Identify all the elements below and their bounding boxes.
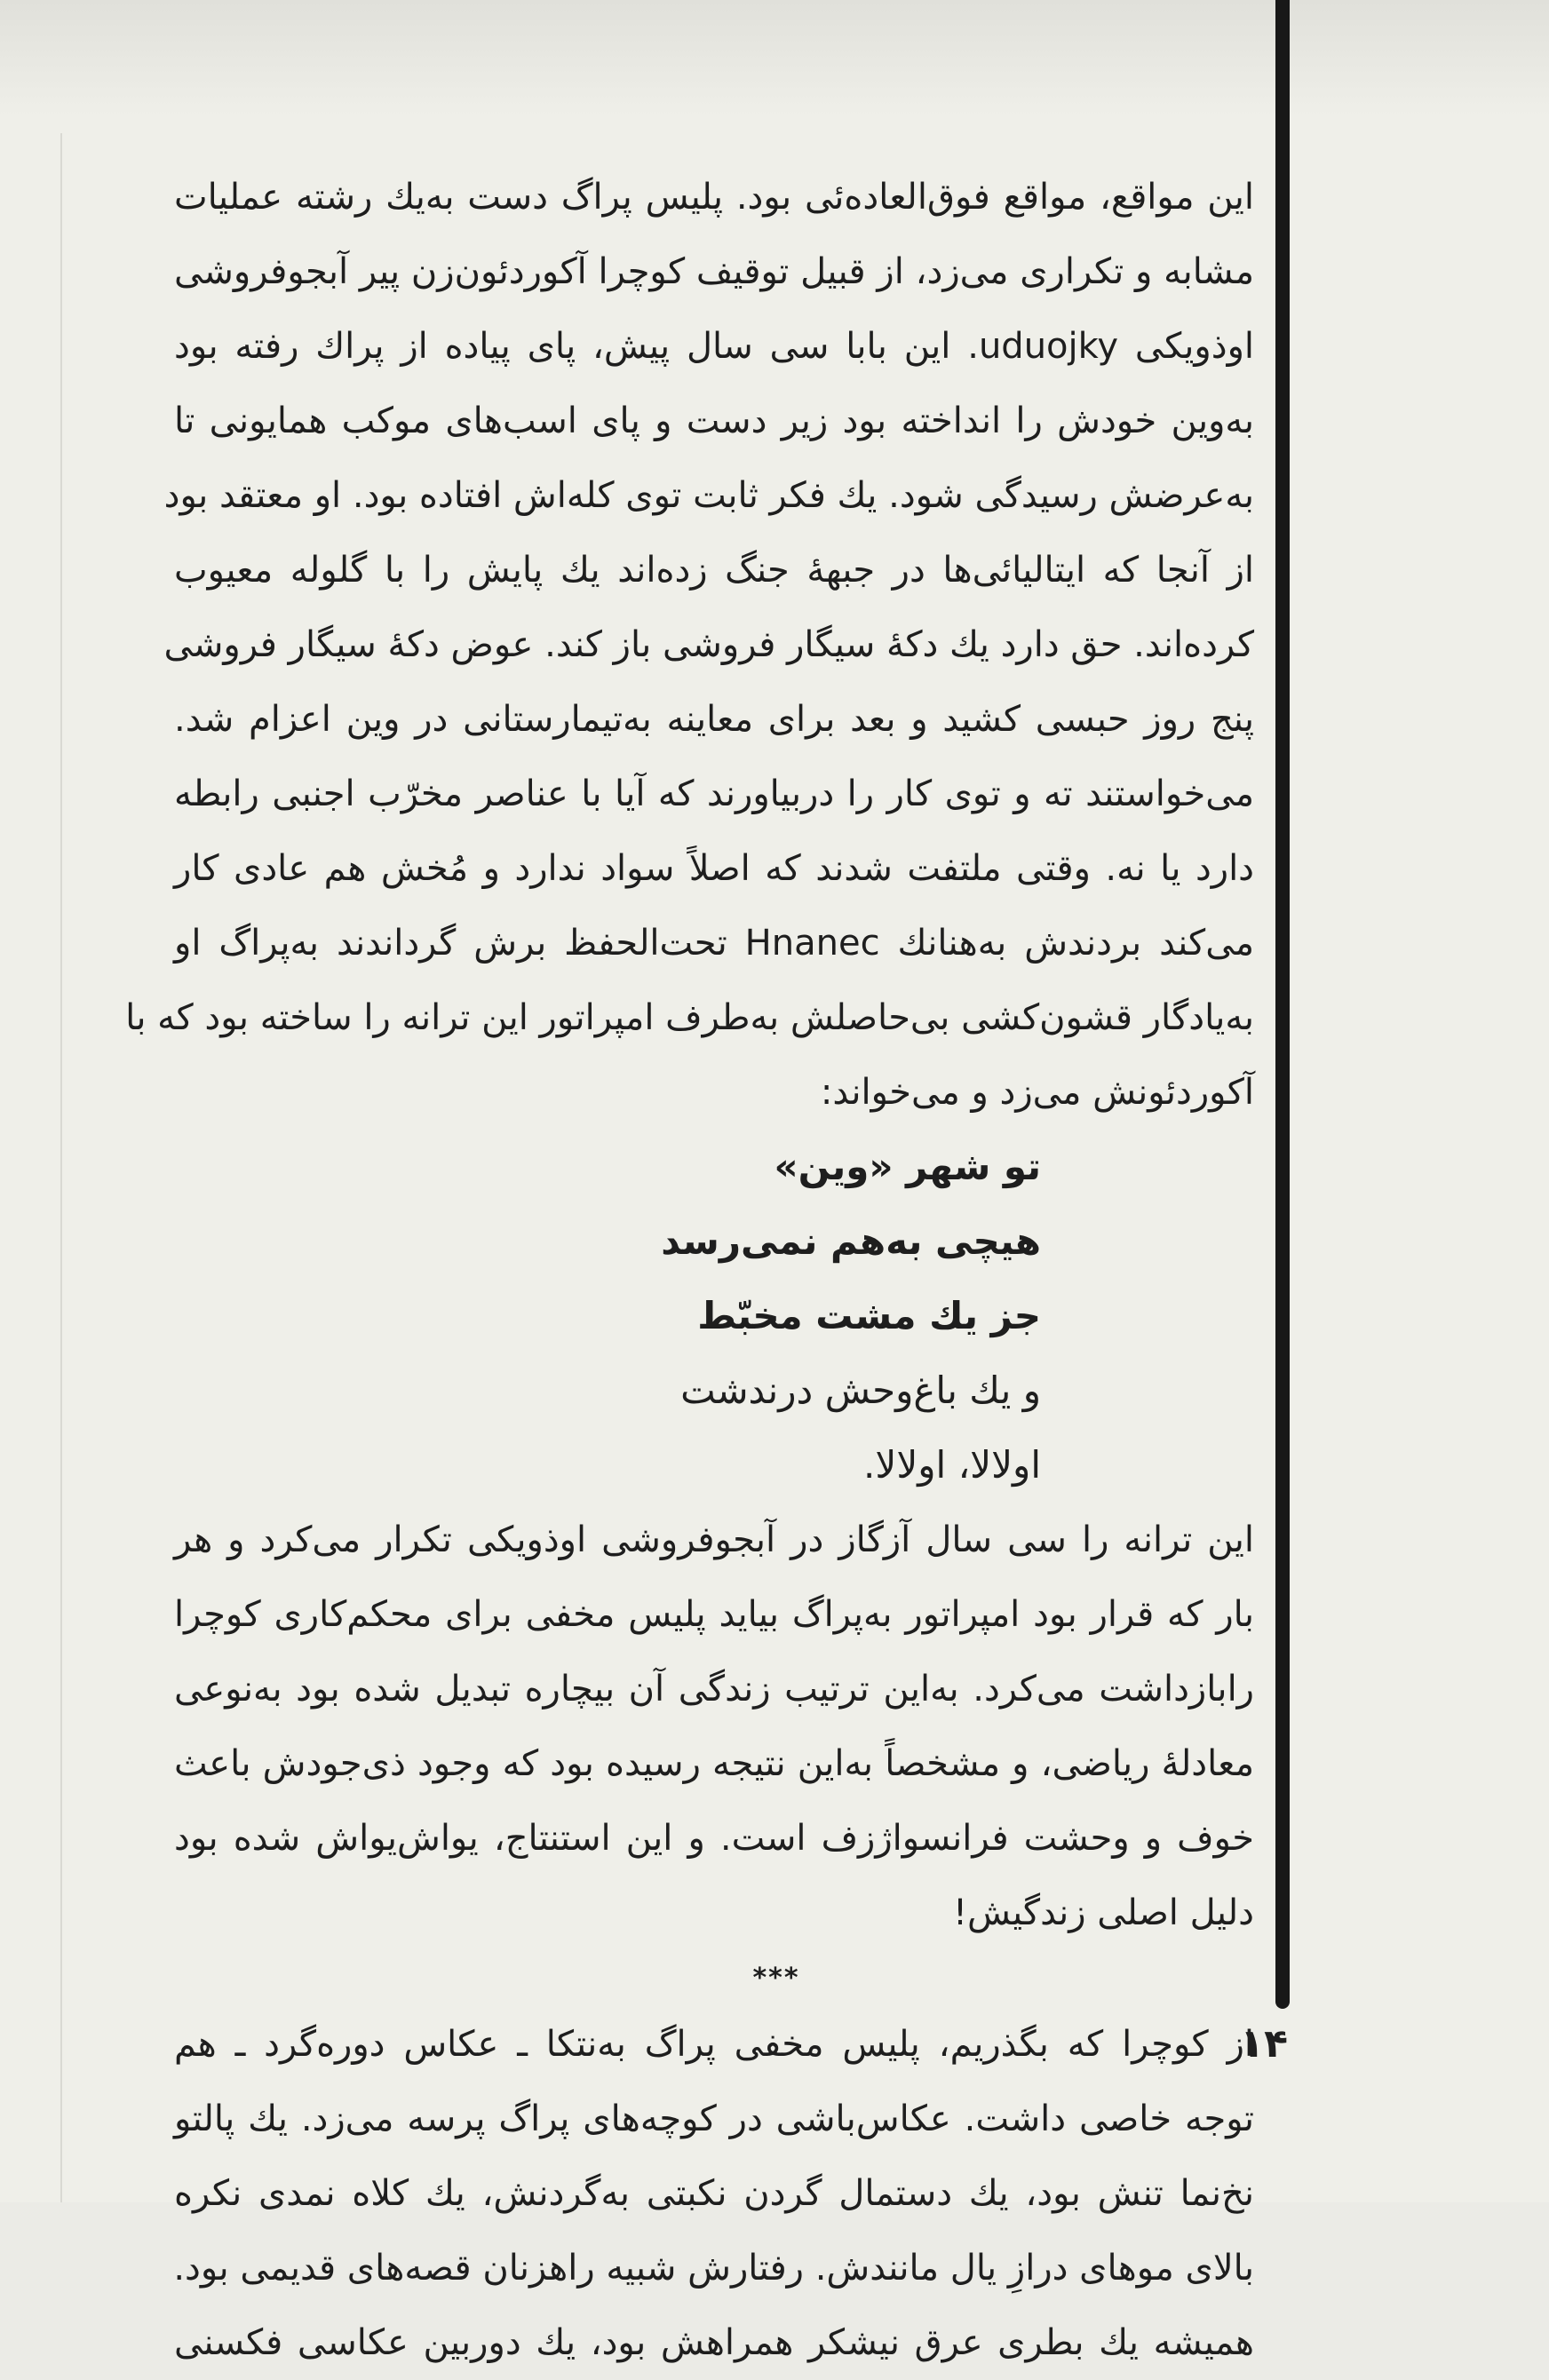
text-line: به‌عرضش رسیدگی شود. یك فکر ثابت توی کله‌اش افتاده بود. او معتقد بود [163,475,1254,516]
text-line: پنج روز حبسی کشید و بعد برای معاینه به‌تیمارستانی در وین اعزام شد. [174,699,1254,740]
text-line: بالای موهای درازِ یال مانندش. رفتارش شبیه راهزنان قصه‌های قدیمی بود. [173,2248,1254,2289]
text-line: خوف و وحشت فرانسواژزف است. و این استنتاج، یواش‌یواش شده بود [174,1818,1254,1859]
text-line: نخ‌نما تنش بود، یك دستمال گردن نکبتی به‌گردنش، یك کلاه نمدی نکره [174,2173,1254,2214]
text-line: دلیل اصلی زندگیش! [952,1892,1254,1933]
text-line: می‌کند بردندش به‌هنانك Hnanec تحت‌الحفظ برش گرداندند به‌پراگ او [174,923,1254,964]
body-text [125,160,1254,2380]
scan-shadow [0,0,1549,115]
text-line: آکوردئونش می‌زد و می‌خواند: [820,1072,1254,1113]
text-line: توجه خاصی داشت. عکاس‌باشی در کوچه‌های پراگ پرسه می‌زد. یك پالتو [174,2098,1254,2139]
text-line: بار که قرار بود امپراتور به‌پراگ بیاید پلیس مخفی برای محکم‌کاری کوچرا [174,1594,1254,1635]
text-line: مشابه و تکراری می‌زد، از قبیل توقیف کوچرا آکوردئون‌زن پیر آبجوفروشی [174,251,1254,292]
text-line: به‌وین خودش را انداخته بود زیر دست و پای اسب‌های موکب همایونی تا [174,401,1254,441]
text-line: همیشه یك بطری عرق نیشکر همراهش بود، یك دوربین عکاسی فکسنی [174,2322,1254,2363]
verse-line: جز یك مشت مخبّط [697,1294,1041,1337]
paragraph-1 [125,160,1254,1130]
text-line: این ترانه را سی سال آزگاز در آبجوفروشی اوذویکی تکرار می‌کرد و هر [174,1519,1254,1560]
page-number: ۱۴ [1240,2021,1288,2067]
text-line: دارد یا نه. وقتی ملتفت شدند که اصلاً سواد ندارد و مُخش هم عادی کار [174,848,1254,889]
page-edge-line [60,133,62,2202]
text-line: اوذویکی uduojky. این بابا سی سال پیش، پای پیاده از پراك رفته بود [174,326,1254,367]
paragraph-3 [174,2007,1254,2380]
paragraph-2 [174,1503,1254,1950]
text-line: به‌یادگار قشون‌کشی بی‌حاصلش به‌طرف امپراتور این ترانه را ساخته بود که با [125,997,1254,1038]
text-line: از کوچرا که بگذریم، پلیس مخفی پراگ به‌نتکا ـ عکاس دوره‌گرد ـ هم [174,2024,1254,2065]
section-separator: *** [752,1963,800,1994]
text-line: رابازداشت می‌کرد. به‌این ترتیب زندگی آن بیچاره تبدیل شده بود به‌نوعی [174,1669,1254,1710]
text-line: می‌خواستند ته و توی کار را دربیاورند که آیا با عناصر مخرّب اجنبی رابطه [174,774,1254,814]
vertical-rule [1275,0,1290,2009]
verse-line: تو شهر «وین» [774,1145,1041,1188]
text-line: از آنجا که ایتالیائی‌ها در جبههٔ جنگ زده‌اند یك پایش را با گلوله معیوب [174,550,1254,591]
text-line: معادلهٔ ریاضی، و مشخصاً به‌این نتیجه رسیده بود که وجود ذی‌جودش باعث [174,1743,1254,1784]
text-line: کرده‌اند. حق دارد یك دکهٔ سیگار فروشی باز کند. عوض دکهٔ سیگار فروشی [163,624,1254,665]
verse-line: هیچی به‌هم نمی‌رسد [661,1219,1041,1263]
text-line: این مواقع، مواقع فوق‌العاده‌ئی بود. پلیس پراگ دست به‌یك رشته عملیات [174,177,1254,218]
verse-line: و یك باغ‌وحش درندشت [680,1368,1041,1412]
song-verse [174,1130,1254,1503]
verse-line: اولالا، اولالا. [863,1443,1041,1487]
